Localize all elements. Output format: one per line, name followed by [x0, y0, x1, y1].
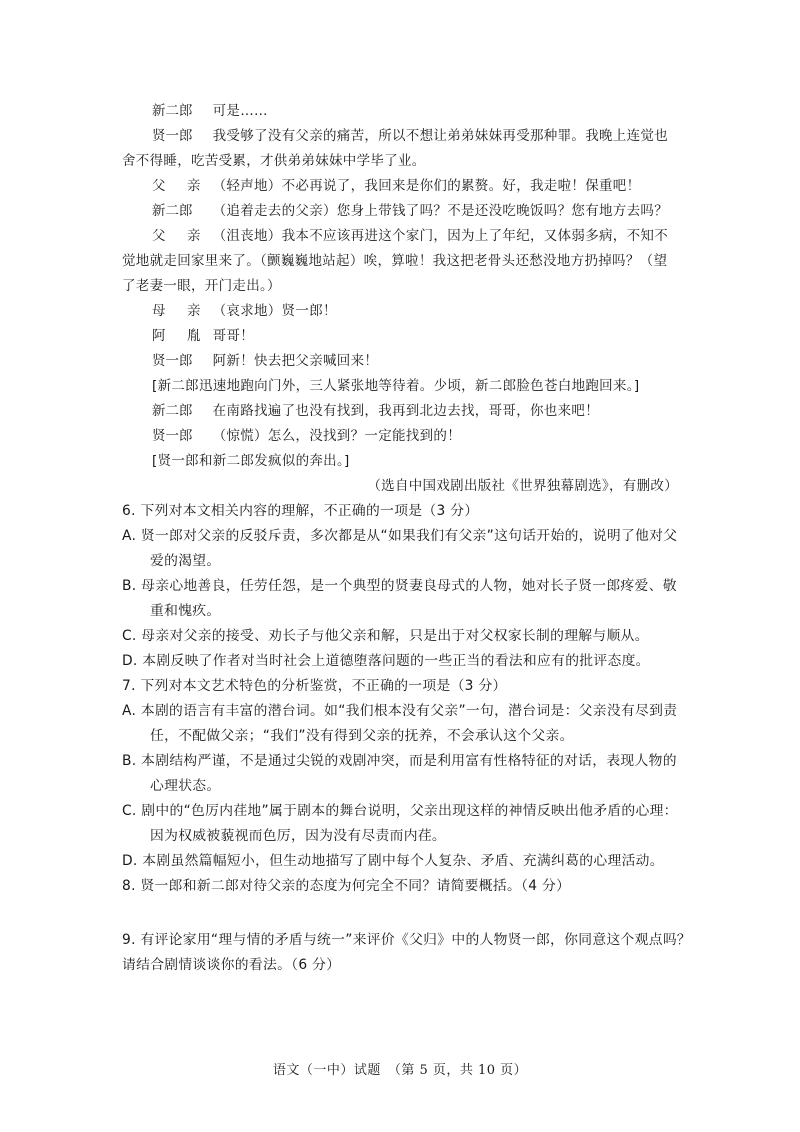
dialog-line	[152, 126, 668, 146]
speaker-name: 母 亲	[152, 303, 205, 319]
dialog-line	[152, 301, 337, 321]
dialog-text: （轻声地）不必再说了，我回来是你们的累赘。好，我走啦！保重吧！	[212, 178, 641, 194]
dialog-line	[152, 351, 378, 371]
page-footer: 语文（一中）试题 （第 5 页，共 10 页）	[272, 1063, 528, 1078]
dialog-line	[122, 151, 426, 171]
dialog-text: （哀求地）贤一郎！	[212, 303, 337, 319]
speaker-name: 新二郎	[152, 103, 193, 119]
dialog-line	[152, 101, 268, 121]
dialog-line	[152, 401, 599, 421]
q7-option-d: D. 本剧虽然篇幅短小，但生动地描写了剧中每个人复杂、矛盾、充满纠葛的心理活动。	[122, 853, 664, 869]
dialog-text: 阿新！快去把父亲喊回来！	[212, 353, 379, 369]
stage-direction-text: [贤一郎和新二郎发疯似的奔出。]	[152, 453, 350, 469]
speaker-name: 阿 胤	[152, 328, 205, 344]
question-9-stem: 9. 有评论家用“理与情的矛盾与统一”来评价《父归》中的人物贤一郎，你同意这个观点吗？	[122, 932, 692, 948]
question-6-stem: 6. 下列对本文相关内容的理解，不正确的一项是（3 分）	[122, 503, 479, 519]
dialog-line	[152, 201, 668, 221]
speaker-name: 新二郎	[152, 403, 193, 419]
q6-option-c: C. 母亲对父亲的接受、劝长子与他父亲和解，只是出于对父权家长制的理解与顺从。	[122, 628, 649, 644]
dialog-text: 哥哥！	[212, 328, 254, 344]
q7-option-a-cont: 任，不配做父亲；“我们”没有得到父亲的抚养，不会承认这个父亲。	[150, 728, 574, 744]
dialog-text: （沮丧地）我本不应该再进这个家门，因为上了年纪，又体弱多病，不知不	[212, 228, 668, 244]
stage-direction-text: [新二郎迅速地跑向门外，三人紧张地等待着。少顷，新二郎脸色苍白地跑回来。]	[152, 378, 640, 394]
dialog-text: 在南路找遍了也没有找到，我再到北边去找，哥哥，你也来吧！	[212, 403, 599, 419]
dialog-text: 觉地就走回家里来了。（颤巍巍地站起）唉，算啦！我这把老骨头还愁没地方扔掉吗？（望	[122, 253, 668, 269]
question-7-stem: 7. 下列对本文艺术特色的分析鉴赏，不正确的一项是（3 分）	[122, 678, 507, 694]
dialog-text: （惊慌）怎么，没找到？一定能找到的！	[212, 428, 461, 444]
q6-option-b: B. 母亲心地善良，任劳任怨，是一个典型的贤妻良母式的人物，她对长子贤一郎疼爱、敬	[122, 578, 677, 594]
dialog-text: 了老妻一眼，开门走出。）	[122, 278, 281, 294]
q6-option-a-cont: 爱的渴望。	[150, 553, 221, 569]
dialog-line	[152, 326, 254, 346]
source-citation	[367, 476, 678, 496]
question-8-stem: 8. 贤一郎和新二郎对待父亲的态度为何完全不同？请简要概括。（4 分）	[122, 878, 571, 894]
dialog-line	[152, 176, 640, 196]
speaker-name: 贤一郎	[152, 128, 193, 144]
speaker-name: 父 亲	[152, 178, 205, 194]
stage-direction	[152, 376, 639, 396]
q7-option-b-cont: 心理状态。	[150, 778, 221, 794]
q6-option-b-cont: 重和愧疚。	[150, 603, 221, 619]
q6-option-a: A. 贤一郎对父亲的反驳斥责，多次都是从“如果我们有父亲”这句话开始的，说明了他对父	[122, 528, 678, 544]
speaker-name: 新二郎	[152, 203, 193, 219]
dialog-text: 舍不得睡，吃苦受累，才供弟弟妹妹中学毕了业。	[122, 153, 426, 169]
dialog-line	[122, 276, 281, 296]
speaker-name: 父 亲	[152, 228, 205, 244]
dialog-line	[122, 251, 667, 271]
dialog-line	[152, 226, 668, 246]
question-9-stem-cont: 请结合剧情谈谈你的看法。（6 分）	[122, 957, 341, 973]
dialog-text: （追着走去的父亲）您身上带钱了吗？不是还没吃晚饭吗？您有地方去吗？	[212, 203, 668, 219]
dialog-text: 可是……	[212, 103, 268, 119]
source-citation-text: （选自中国戏剧出版社《世界独幕剧选》，有删改）	[367, 478, 678, 494]
q7-option-c-cont: 因为权威被藐视而色厉，因为没有尽责而内荏。	[150, 828, 447, 844]
q7-option-c: C. 剧中的“色厉内荏地”属于剧本的舞台说明，父亲出现这样的神情反映出他矛盾的心理：	[122, 803, 678, 819]
q6-option-d: D. 本剧反映了作者对当时社会上道德堕落问题的一些正当的看法和应有的批评态度。	[122, 653, 650, 669]
q7-option-a: A. 本剧的语言有丰富的潜台词。如“我们根本没有父亲”一句，潜台词是：父亲没有尽到责	[122, 703, 678, 719]
speaker-name: 贤一郎	[152, 353, 193, 369]
speaker-name: 贤一郎	[152, 428, 193, 444]
dialog-text: 我受够了没有父亲的痛苦，所以不想让弟弟妹妹再受那种罪。我晚上连觉也	[212, 128, 668, 144]
dialog-line	[152, 426, 461, 446]
q7-option-b: B. 本剧结构严谨，不是通过尖锐的戏剧冲突，而是利用富有性格特征的对话，表现人物的	[122, 753, 677, 769]
stage-direction	[152, 451, 350, 471]
